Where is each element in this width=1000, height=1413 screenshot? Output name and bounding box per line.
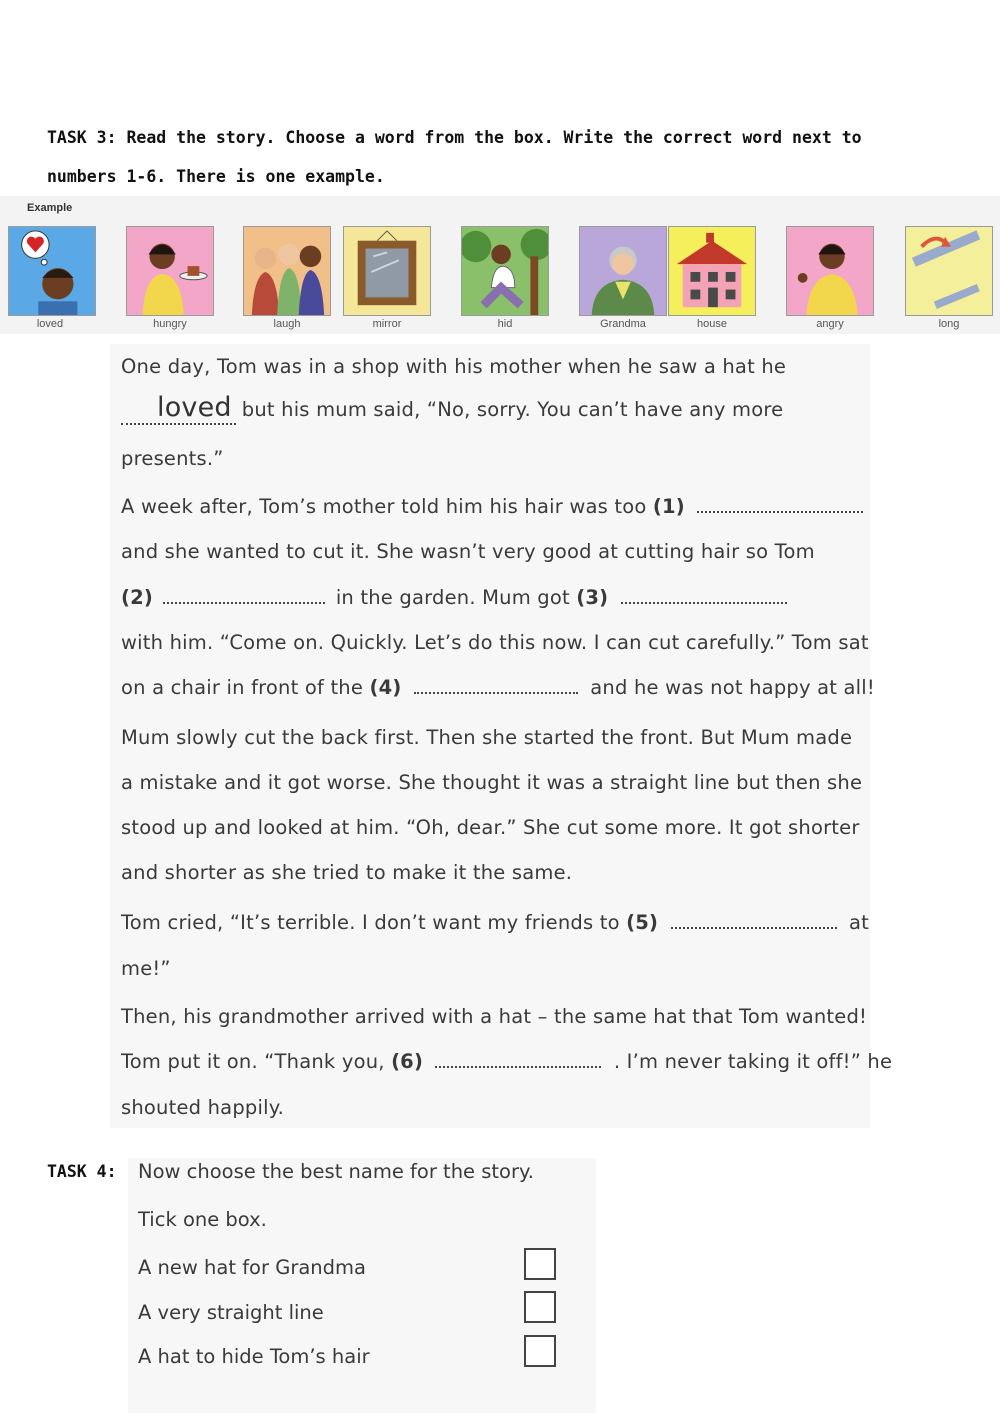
story-line-2	[121, 392, 783, 425]
story-line-8-text-a: on a chair in front of the	[121, 676, 364, 699]
story-line-4-text: A week after, Tom’s mother told him his hair was too	[121, 495, 647, 518]
picture-angry	[786, 226, 874, 316]
gap-number-3: (3)	[576, 586, 609, 609]
ruler-image	[906, 227, 992, 315]
task4-label: TASK 4:	[47, 1162, 117, 1181]
task4-panel	[128, 1158, 596, 1413]
answer-blank-3[interactable]	[621, 586, 787, 604]
option-label-2: A very straight line	[138, 1301, 324, 1324]
task4-instruction: Tick one box.	[138, 1208, 267, 1231]
story-line-8-text-b: and he was not happy at all!	[590, 676, 875, 699]
house-image	[669, 227, 755, 315]
answer-blank-2[interactable]	[163, 586, 325, 604]
caption-hungry: hungry	[153, 318, 187, 330]
caption-house: house	[697, 318, 727, 330]
boy-hiding-image	[462, 227, 548, 315]
story-line-10: a mistake and it got worse. She thought it was a straight line but then she	[121, 771, 863, 794]
story-line-11: stood up and looked at him. “Oh, dear.” She cut some more. It got shorter	[121, 816, 860, 839]
caption-grandma: Grandma	[600, 318, 646, 330]
task4-prompt: Now choose the best name for the story.	[138, 1160, 534, 1183]
story-line-4	[121, 495, 863, 518]
caption-mirror: mirror	[372, 318, 402, 330]
picture-loved	[8, 226, 96, 316]
option-label-3: A hat to hide Tom’s hair	[138, 1345, 370, 1368]
caption-laugh: laugh	[273, 318, 301, 330]
task3-instruction-line-2: numbers 1-6. There is one example.	[47, 167, 385, 186]
option-label-1: A new hat for Grandma	[138, 1256, 366, 1279]
caption-long: long	[938, 318, 960, 330]
story-line-15: Then, his grandmother arrived with a hat – the same hat that Tom wanted!	[121, 1005, 868, 1028]
picture-hungry	[126, 226, 214, 316]
story-line-3: presents.”	[121, 447, 224, 470]
story-line-13-text-b: at	[848, 911, 869, 934]
option-checkbox-3[interactable]	[524, 1335, 556, 1367]
picture-house	[668, 226, 756, 316]
option-checkbox-2[interactable]	[524, 1291, 556, 1323]
answer-blank-5[interactable]	[671, 911, 837, 929]
caption-angry: angry	[816, 318, 844, 330]
picture-mirror	[343, 226, 431, 316]
story-line-13-text-a: Tom cried, “It’s terrible. I don’t want my friends to	[121, 911, 620, 934]
story-line-8	[121, 676, 875, 699]
picture-grandma	[579, 226, 667, 316]
story-line-16	[121, 1050, 892, 1073]
task3-instruction-line-1: TASK 3: Read the story. Choose a word from the box. Write the correct word next to	[47, 128, 862, 147]
picture-laugh	[243, 226, 331, 316]
story-line-9: Mum slowly cut the back first. Then she started the front. But Mum made	[121, 726, 853, 749]
gap-number-5: (5)	[626, 911, 659, 934]
story-line-1: One day, Tom was in a shop with his mother when he saw a hat he	[121, 355, 787, 378]
story-line-14: me!”	[121, 957, 171, 980]
gap-number-1: (1)	[652, 495, 685, 518]
story-line-7: with him. “Come on. Quickly. Let’s do this now. I can cut carefully.” Tom sat	[121, 631, 869, 654]
example-answer: loved	[121, 392, 236, 425]
caption-loved: loved	[36, 318, 64, 330]
caption-hid: hid	[497, 318, 513, 330]
grandma-image	[580, 227, 666, 315]
gap-number-2: (2)	[121, 586, 153, 609]
story-line-13	[121, 911, 869, 934]
story-line-17: shouted happily.	[121, 1096, 285, 1119]
angry-woman-image	[787, 227, 873, 315]
story-line-12: and shorter as she tried to make it the same.	[121, 861, 573, 884]
answer-blank-6[interactable]	[435, 1050, 601, 1068]
answer-blank-1[interactable]	[697, 495, 863, 513]
story-line-16-text-b: . I’m never taking it off!” he	[613, 1050, 893, 1073]
example-label: Example	[27, 202, 73, 214]
task3-instructions	[47, 118, 867, 196]
answer-blank-4[interactable]	[414, 676, 578, 694]
boy-heart-image	[9, 227, 95, 315]
gap-number-6: (6)	[391, 1050, 424, 1073]
story-line-6-text: in the garden. Mum got	[335, 586, 570, 609]
picture-long	[905, 226, 993, 316]
picture-hid	[461, 226, 549, 316]
gap-number-4: (4)	[369, 676, 402, 699]
story-line-5: and she wanted to cut it. She wasn’t very good at cutting hair so Tom	[121, 540, 815, 563]
woman-cake-image	[127, 227, 213, 315]
story-line-6	[121, 586, 787, 609]
mirror-image	[344, 227, 430, 315]
story-line-16-text-a: Tom put it on. “Thank you,	[121, 1050, 385, 1073]
friends-laughing-image	[244, 227, 330, 315]
story-line-2-rest: but his mum said, “No, sorry. You can’t have any more	[241, 398, 784, 421]
option-checkbox-1[interactable]	[524, 1248, 556, 1280]
